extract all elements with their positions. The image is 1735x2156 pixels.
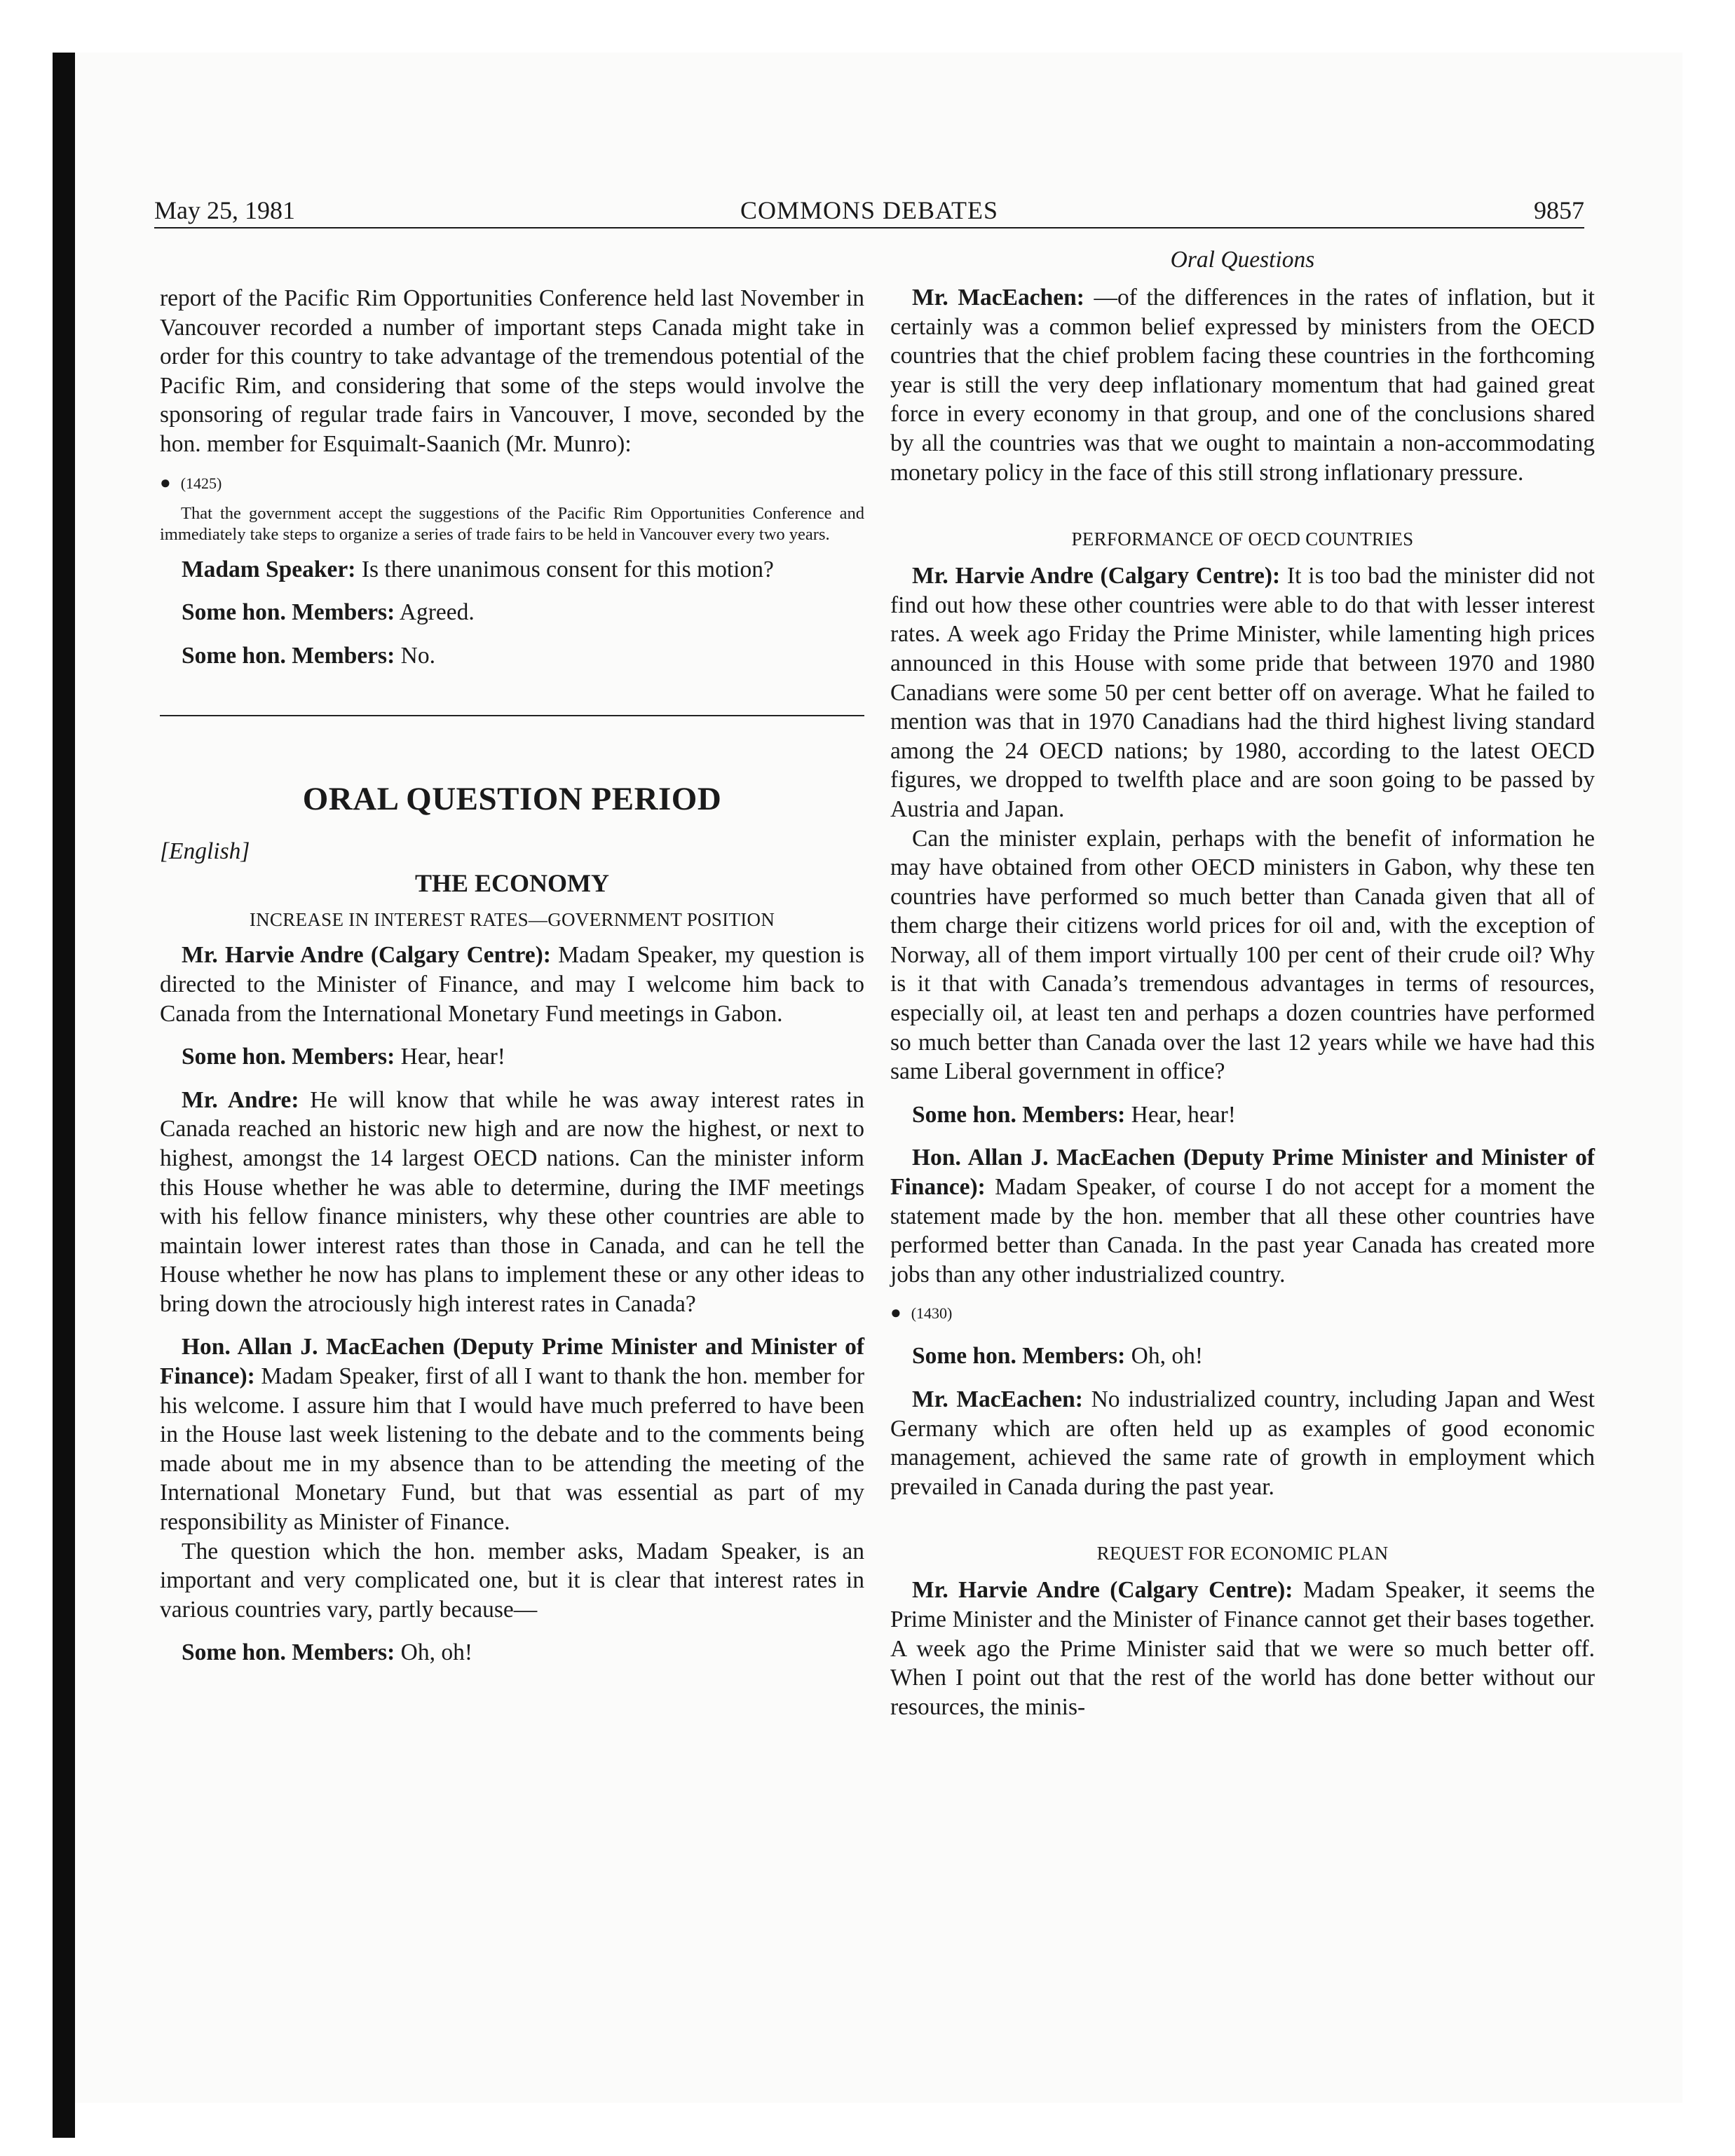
speaker-name: Mr. Harvie Andre (Calgary Centre): [912,1577,1293,1604]
speech [890,561,1595,824]
motion-paragraph: That the government accept the suggestions of the Pacific Rim Opportunities Conference and immediately take steps to organize a series of trade fairs to be held in Vancouver every two years. [160,503,864,544]
speech [890,1143,1595,1289]
speech-text: Madam Speaker, my question is directed to the Minister of Finance, and may I welcome him back to Canada from the International Monetary Fund meetings in Gabon. [160,942,864,1027]
paragraph: Can the minister explain, perhaps with the benefit of information he may have obtained from other OECD ministers in Gabon, why these ten countries have performed so much better than Canada given that all of them charge their citizens world prices for oil and, with the exception of Norway, all of them import virtually 100 per cent of their crude oil? Why is it that with Canada’s tremendous advantages in terms of resources, especially oil, at least ten and perhaps a dozen countries have performed so much better than Canada over the last 12 years while we have had this same Liberal government in office? [890,825,1595,1085]
speech-text: —of the differences in the rates of inflation, but it certainly was a common belief expressed by ministers from the OECD countries that the chief problem facing these countries in the forthcoming year is still the very deep inflationary momentum that had gained great force in every economy in that group, and one of the conclusions shared by all the countries was that we ought to maintain a non-accommodating monetary policy in the face of this still strong inflationary pressure. [890,285,1595,486]
header-date: May 25, 1981 [154,196,295,224]
speaker-name: Mr. Harvie Andre (Calgary Centre): [182,942,551,969]
speech [160,1332,864,1536]
right-column [890,245,1595,1721]
motion-text [160,503,864,545]
topic-subheading: PERFORMANCE OF OECD COUNTRIES [1071,528,1414,550]
speech-text: Oh, oh! [1125,1343,1203,1370]
speech [160,1086,864,1319]
speech-text: Madam Speaker, it seems the Prime Minister and the Minister of Finance cannot get their bases together. A week ago the Prime Minister said that we were so much better off. When I point out that the rest of the world has done better without our resources, the minis- [890,1577,1595,1720]
language-marker: [English] [160,838,250,865]
paragraph: report of the Pacific Rim Opportunities Conference held last November in Vancouver recorded a number of important steps Canada might take in order for this country to take advantage of the tremendous potential of the Pacific Rim, and considering that some of the steps would involve the sponsoring of regular trade fairs in Vancouver, I move, seconded by the hon. member for Esquimalt-Saanich (Mr. Munro): [160,285,864,457]
speech [160,1042,864,1072]
time-marker [890,1299,1595,1328]
speaker-name: Hon. Allan J. MacEachen (Deputy Prime Minister and Minister of Finance): [890,1145,1595,1201]
speech [160,598,864,627]
scan-binding-edge [53,53,75,2138]
speech-text: Hear, hear! [1125,1101,1236,1128]
speech [890,1385,1595,1501]
speech-text: It is too bad the minister did not find out how these other countries were able to do that with lesser interest rates. A week ago Friday the Prime Minister, while lamenting high prices announced in this House with some pride that between 1970 and 1980 Canadians were some 50 per cent better off on average. What he failed to mention was that in 1970 Canadians had the third highest living standard among the 24 OECD nations; by 1980, according to the latest OECD figures, we dropped to twelfth place and are soon going to be passed by Austria and Japan. [890,563,1595,822]
subject-heading: THE ECONOMY [414,869,609,898]
speech-text: No industrialized country, including Japan and West Germany which are often held up as examples of good economic management, achieved the same rate of growth in employment which prevailed in Canada during the past year. [890,1386,1595,1500]
speaker-name: Some hon. Members: [182,642,395,669]
page-header [154,193,1584,228]
section-title: ORAL QUESTION PERIOD [302,781,722,818]
header-title: COMMONS DEBATES [740,196,999,224]
speech-text: Oh, oh! [395,1639,472,1666]
speaker-name: Madam Speaker: [182,556,356,582]
speaker-name: Mr. Harvie Andre (Calgary Centre): [912,563,1281,589]
bullet-icon: ● [160,472,171,493]
speech-text: He will know that while he was away interest rates in Canada reached an historic new high and are now the highest, or next to highest, amongst the 14 largest OECD nations. Can the minister inform this House whether he was able to determine, during the IMF meetings with his fellow finance ministers, why these other countries are able to maintain lower interest rates than those in Canada, and can he tell the House whether he now has plans to implement these or any other ideas to bring down the atrociously high interest rates in Canada? [160,1086,864,1317]
speech [160,641,864,671]
speech-text: Madam Speaker, first of all I want to thank the hon. member for his welcome. I assure him that I would have much preferred to have been in the House last week listening to the debate and to the comments being made about me in my absence than to be attending the meeting of the International Monetary Fund, but that was essential as part of my responsibility as Minister of Finance. [160,1363,864,1536]
speaker-name: Mr. Andre: [182,1086,299,1113]
speech [890,1342,1595,1371]
speech-text: Agreed. [395,599,475,626]
speaker-name: Some hon. Members: [912,1343,1126,1370]
running-head: Oral Questions [1170,247,1315,273]
speech [890,1576,1595,1721]
speech [160,941,864,1028]
speaker-name: Some hon. Members: [912,1101,1126,1128]
speech [160,1638,864,1667]
speaker-name: Some hon. Members: [182,599,395,626]
speech [890,1100,1595,1130]
left-column [160,284,864,1667]
bullet-icon: ● [890,1302,901,1323]
speaker-name: Mr. MacEachen: [912,1386,1083,1412]
speech-text: Hear, hear! [395,1044,505,1070]
section-divider [160,715,864,716]
time-marker [160,469,864,498]
speaker-name: Some hon. Members: [182,1639,395,1666]
topic-subheading: REQUEST FOR ECONOMIC PLAN [1096,1543,1389,1564]
speaker-name: Mr. MacEachen: [912,285,1084,311]
speaker-name: Hon. Allan J. MacEachen (Deputy Prime Minister and Minister of Finance): [160,1334,864,1390]
speech-text: Madam Speaker, of course I do not accept for a moment the statement made by the hon. member that all these other countries have performed better than Canada. In the past year Canada has created more jobs than any other industrialized country. [890,1174,1595,1288]
speech [160,555,864,585]
topic-subheading: INCREASE IN INTEREST RATES—GOVERNMENT POSITION [249,909,775,931]
paragraph: The question which the hon. member asks, Madam Speaker, is an important and very complicated one, but it is clear that interest rates in various countries vary, partly because— [160,1538,864,1623]
speaker-name: Some hon. Members: [182,1044,395,1070]
time-marker-label: (1430) [911,1304,953,1323]
speech-text: Is there unanimous consent for this motion? [355,556,774,582]
time-marker-label: (1425) [180,474,222,492]
speech [890,283,1595,487]
header-page-number: 9857 [1534,196,1584,224]
speech-text: No. [395,642,435,669]
